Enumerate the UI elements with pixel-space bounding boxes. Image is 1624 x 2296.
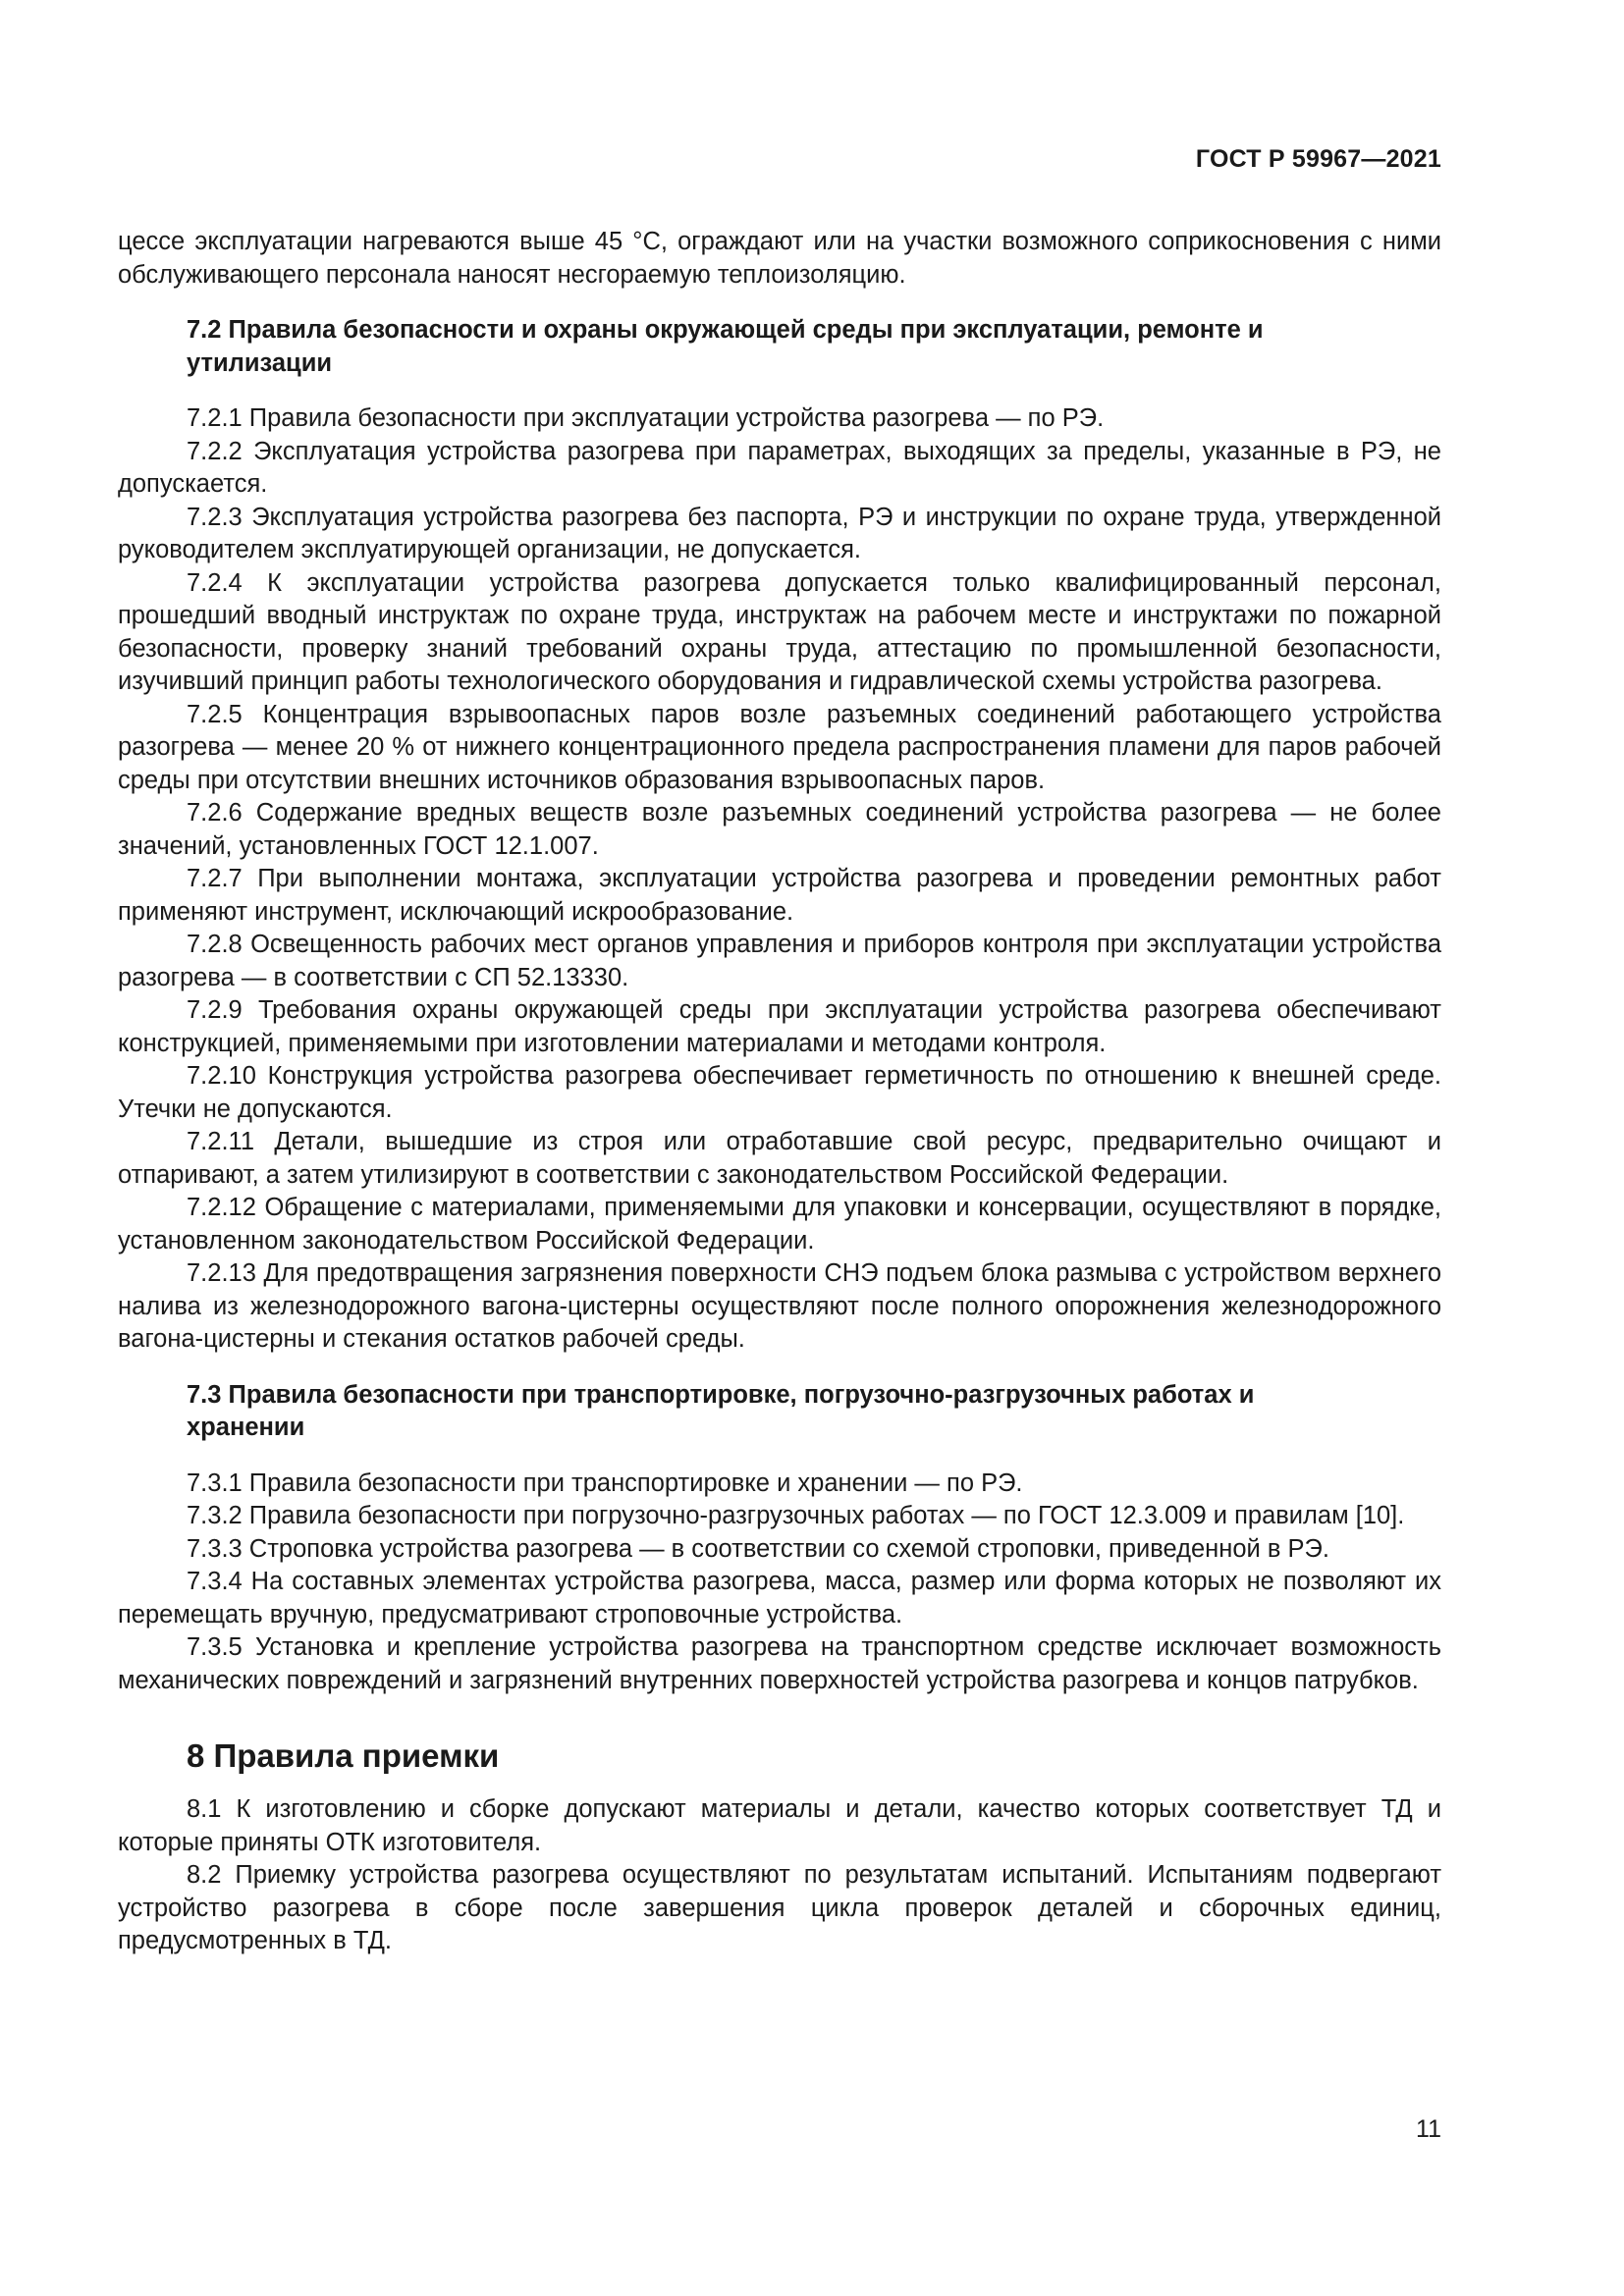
clause-7-3-5: 7.3.5 Установка и крепление устройства разогрева на транспортном средстве исключает возможность механических повреждений и загрязнений внутренних поверхностей устройства разогрева и концов патрубков. bbox=[118, 1633, 1441, 1694]
clause-7-2-13: 7.2.13 Для предотвращения загрязнения поверхности СНЭ подъем блока размыва с устройством верхнего налива из железнодорожного вагона-цистерны осуществляют после полного опорожнения железнодорожного вагона-цистерны и стекания остатков рабочей среды. bbox=[118, 1259, 1441, 1353]
clause-7-3-3: 7.3.3 Строповка устройства разогрева — в соответствии со схемой строповки, приведенной в РЭ. bbox=[187, 1534, 1329, 1563]
section-8-title: 8 Правила приемки bbox=[187, 1737, 500, 1774]
clause-7-2-2: 7.2.2 Эксплуатация устройства разогрева при параметрах, выходящих за пределы, указанные в РЭ, не допускается. bbox=[118, 437, 1441, 498]
clause-7-2-8: 7.2.8 Освещенность рабочих мест органов управления и приборов контроля при эксплуатации устройства разогрева — в соответствии с СП 52.13330. bbox=[118, 931, 1441, 991]
clause-7-3-4: 7.3.4 На составных элементах устройства разогрева, масса, размер или форма которых не позволяют их перемещать вручную, предусматривают строповочные устройства. bbox=[118, 1568, 1441, 1629]
section-7-3-title: 7.3 Правила безопасности при транспортировке, погрузочно-разгрузочных работах и хранении bbox=[187, 1380, 1255, 1441]
page-content bbox=[118, 226, 1441, 1958]
clause-7-2-5: 7.2.5 Концентрация взрывоопасных паров возле разъемных соединений работающего устройства разогрева — менее 20 % от нижнего концентрационного предела распространения пламени для паров рабочей среды при отсутствии внешних источников образования взрывоопасных паров. bbox=[118, 700, 1441, 794]
clause-7-2-11: 7.2.11 Детали, вышедшие из строя или отработавшие свой ресурс, предварительно очищают и отпаривают, а затем утилизируют в соответствии с законодательством Российской Федерации. bbox=[118, 1128, 1441, 1189]
clause-7-2-1: 7.2.1 Правила безопасности при эксплуатации устройства разогрева — по РЭ. bbox=[187, 404, 1105, 432]
clause-7-3-1: 7.3.1 Правила безопасности при транспортировке и хранении — по РЭ. bbox=[187, 1468, 1023, 1497]
clause-7-3-2: 7.3.2 Правила безопасности при погрузочно-разгрузочных работах — по ГОСТ 12.3.009 и правилам [10]. bbox=[187, 1502, 1405, 1529]
section-7-2-title: 7.2 Правила безопасности и охраны окружающей среды при эксплуатации, ремонте и утилизации bbox=[187, 316, 1264, 377]
clause-7-2-6: 7.2.6 Содержание вредных веществ возле разъемных соединений устройства разогрева — не более значений, установленных ГОСТ 12.1.007. bbox=[118, 799, 1441, 860]
document-header-id: ГОСТ Р 59967—2021 bbox=[1195, 145, 1441, 173]
clause-7-2-7: 7.2.7 При выполнении монтажа, эксплуатации устройства разогрева и проведении ремонтных работ применяют инструмент, исключающий искрообразование. bbox=[118, 865, 1441, 926]
clause-7-2-10: 7.2.10 Конструкция устройства разогрева обеспечивает герметичность по отношению к внешней среде. Утечки не допускаются. bbox=[118, 1062, 1441, 1123]
clause-7-2-3: 7.2.3 Эксплуатация устройства разогрева без паспорта, РЭ и инструкции по охране труда, утвержденной руководителем эксплуатирующей организации, не допускается. bbox=[118, 503, 1441, 563]
clause-8-1: 8.1 К изготовлению и сборке допускают материалы и детали, качество которых соответствует ТД и которые приняты ОТК изготовителя. bbox=[118, 1795, 1441, 1856]
clause-7-2-9: 7.2.9 Требования охраны окружающей среды при эксплуатации устройства разогрева обеспечивают конструкцией, применяемыми при изготовлении материалами и методами контроля. bbox=[118, 996, 1441, 1057]
continuation-paragraph: цессе эксплуатации нагреваются выше 45 °С, ограждают или на участки возможного соприкосновения с ними обслуживающего персонала наносят несгораемую теплоизоляцию. bbox=[118, 228, 1441, 289]
clause-7-2-4: 7.2.4 К эксплуатации устройства разогрева допускается только квалифицированный персонал, прошедший вводный инструктаж по охране труда, инструктаж на рабочем месте и инструктажи по пожарной безопасности, проверку знаний требований охраны труда, аттестацию по промышленной безопасности, изучивший принцип работы технологического оборудования и гидравлической схемы устройства разогрева. bbox=[118, 568, 1441, 695]
clause-8-2: 8.2 Приемку устройства разогрева осуществляют по результатам испытаний. Испытаниям подвергают устройство разогрева в сборе после завершения цикла проверок деталей и сборочных единиц, предусмотренных в ТД. bbox=[118, 1861, 1441, 1954]
clause-7-2-12: 7.2.12 Обращение с материалами, применяемыми для упаковки и консервации, осуществляют в порядке, установленном законодательством Российской Федерации. bbox=[118, 1194, 1441, 1255]
page-number: 11 bbox=[1416, 2115, 1441, 2143]
